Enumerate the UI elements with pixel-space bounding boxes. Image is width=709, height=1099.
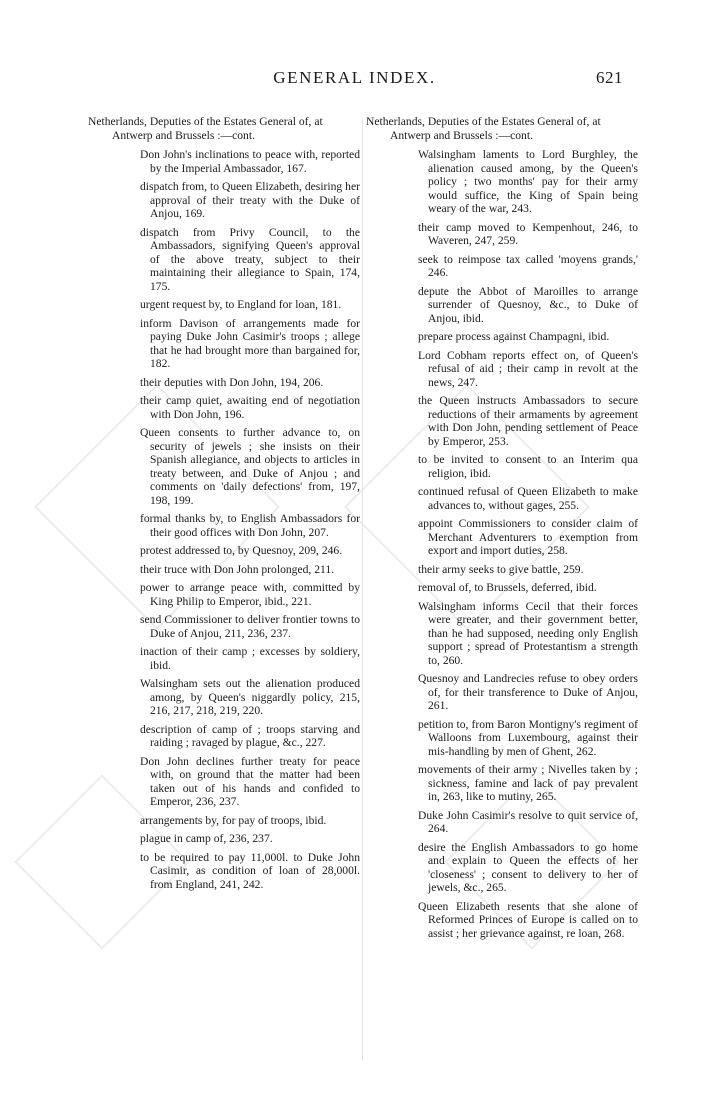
index-entry: their deputies with Don John, 194, 206.	[140, 375, 324, 389]
index-entry: Walsingham informs Cecil that their forces were greater, and their government better, than he had supposed, needing only English support ; spread of Protestantism a strength to, 260.	[418, 599, 638, 667]
index-entry: power to arrange peace with, committed by King Philip to Emperor, ibid., 221.	[140, 581, 360, 608]
index-entry: Queen consents to further advance to, on security of jewels ; she insists on their Spanish allegiance, and objects to articles in treaty between, and Duke of Anjou ; and comments on 'daily defections' from, 197, 198, 199.	[140, 426, 360, 507]
page-number: 621	[596, 68, 623, 87]
index-entry: Quesnoy and Landrecies refuse to obey orders of, for their transference to Duke of Anjou, 261.	[418, 672, 638, 712]
index-entry: dispatch from Privy Council, to the Ambassadors, signifying Queen's approval of the above treaty, subject to their maintaining their allegiance to Spain, 174, 175.	[140, 225, 360, 293]
left-column	[88, 115, 360, 896]
index-entry: Don John declines further treaty for peace with, on ground that the matter had been taken out of his hands and confided to Emperor, 236, 237.	[140, 754, 360, 808]
index-entry: desire the English Ambassadors to go home and explain to Queen the effects of her 'closeness' ; consent to delivery to her of jewels, &c., 265.	[418, 840, 638, 894]
left-column-heading: Netherlands, Deputies of the Estates General of, at Antwerp and Brussels :—cont.	[88, 115, 323, 142]
index-entry: their camp moved to Kempenhout, 246, to Waveren, 247, 259.	[418, 220, 638, 247]
index-entry: Queen Elizabeth resents that she alone of Reformed Princes of Europe is called on to assist ; her grievance against, re loan, 268.	[418, 899, 638, 940]
index-entry: urgent request by, to England for loan, 181.	[140, 298, 342, 311]
index-entry: Don John's inclinations to peace with, reported by the Imperial Ambassador, 167.	[140, 148, 360, 175]
index-entry: movements of their army ; Nivelles taken by ; sickness, famine and lack of pay prevalent in, 263, like to mutiny, 265.	[418, 763, 638, 803]
index-entry: Walsingham laments to Lord Burghley, the alienation caused among, by the Queen's policy ; two months' pay for their army would suffice, the King of Spain being weary of the war, 243.	[418, 148, 638, 215]
index-entry: inaction of their camp ; excesses by soldiery, ibid.	[140, 645, 360, 672]
index-entry: plague in camp of, 236, 237.	[140, 832, 273, 845]
page-title: GENERAL INDEX.	[273, 68, 436, 87]
index-entry: Duke John Casimir's resolve to quit service of, 264.	[418, 808, 638, 835]
index-entry: Lord Cobham reports effect on, of Queen's refusal of aid ; their camp in revolt at the news, 247.	[418, 348, 638, 389]
index-entry: prepare process against Champagni, ibid.	[418, 330, 610, 343]
index-entry: their truce with Don John prolonged, 211.	[140, 562, 335, 576]
right-column	[366, 115, 638, 945]
index-entry: the Queen instructs Ambassadors to secure reductions of their armaments by agreement with Don John, pending settlement of Peace by Emperor, 253.	[418, 394, 638, 448]
index-entry: continued refusal of Queen Elizabeth to make advances to, without gages, 255.	[418, 485, 638, 512]
index-entry: depute the Abbot of Maroilles to arrange surrender of Quesnoy, &c., to Duke of Anjou, ibid.	[418, 284, 638, 325]
index-entry: seek to reimpose tax called 'moyens grands,' 246.	[418, 252, 638, 279]
index-entry: their camp quiet, awaiting end of negotiation with Don John, 196.	[140, 394, 360, 421]
index-entry: removal of, to Brussels, deferred, ibid.	[418, 581, 597, 594]
index-entry: to be invited to consent to an Interim qua religion, ibid.	[418, 453, 638, 480]
index-entry: arrangements by, for pay of troops, ibid.	[140, 813, 327, 827]
index-entry: their army seeks to give battle, 259.	[418, 562, 584, 576]
index-entry: dispatch from, to Queen Elizabeth, desiring her approval of their treaty with the Duke of Anjou, 169.	[140, 180, 360, 220]
index-entry: petition to, from Baron Montigny's regiment of Walloons from Luxembourg, against their mis-handling by men of Ghent, 262.	[418, 717, 638, 758]
index-entry: to be required to pay 11,000l. to Duke John Casimir, as condition of loan of 28,000l. from England, 241, 242.	[140, 850, 360, 891]
index-entry: Walsingham sets out the alienation produced among, by Queen's niggardly policy, 215, 216, 217, 218, 219, 220.	[140, 677, 360, 717]
column-divider	[362, 120, 363, 1060]
right-column-heading: Netherlands, Deputies of the Estates General of, at Antwerp and Brussels :—cont.	[366, 115, 601, 142]
index-entry: protest addressed to, by Quesnoy, 209, 246.	[140, 544, 343, 557]
index-entry: appoint Commissioners to consider claim of Merchant Adventurers to exemption from export and import duties, 258.	[418, 517, 638, 557]
index-entry: description of camp of ; troops starving and raiding ; ravaged by plague, &c., 227.	[140, 722, 360, 749]
index-entry: send Commissioner to deliver frontier towns to Duke of Anjou, 211, 236, 237.	[140, 613, 360, 640]
index-entry: formal thanks by, to English Ambassadors for their good offices with Don John, 207.	[140, 512, 360, 539]
index-entry: inform Davison of arrangements made for paying Duke John Casimir's troops ; allege that he had brought more than bargained for, 182.	[140, 316, 360, 370]
